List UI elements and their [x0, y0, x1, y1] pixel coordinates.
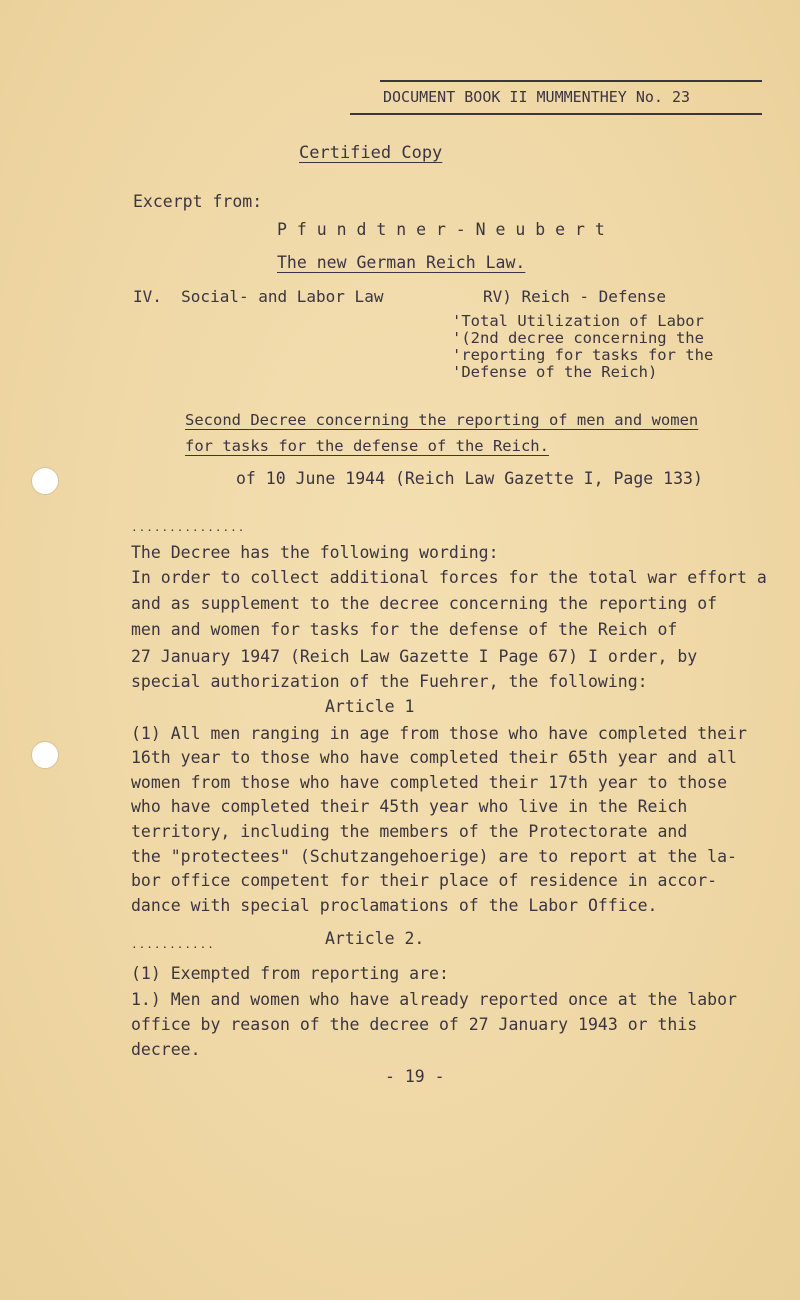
article-2-line-2: 1.) Men and women who have already reported once at the labor [131, 990, 737, 1009]
header-rule-bottom [350, 113, 762, 115]
article-1-line-7: bor office competent for their place of residence in accor- [131, 871, 718, 890]
article-1-line-2: 16th year to those who have completed their 65th year and all [131, 748, 737, 767]
separator-dots-2: ........... [131, 938, 215, 951]
body-line-2: In order to collect additional forces for the total war effort a [131, 568, 767, 587]
punch-hole-bottom [31, 741, 59, 769]
punch-hole-top [31, 467, 59, 495]
body-line-1: The Decree has the following wording: [131, 543, 499, 562]
article-1-heading: Article 1 [325, 697, 415, 716]
article-2-line-1: (1) Exempted from reporting are: [131, 964, 449, 983]
section-left: IV. Social- and Labor Law [133, 287, 384, 306]
article-1-line-6: the "protectees" (Schutzangehoerige) are to report at the la- [131, 847, 737, 866]
decree-title-line-1: Second Decree concerning the reporting of men and women [185, 411, 699, 429]
body-line-5: 27 January 1947 (Reich Law Gazette I Page 67) I order, by [131, 647, 698, 666]
book-title: The new German Reich Law. [277, 253, 526, 272]
section-note-3: 'reporting for tasks for the [452, 346, 714, 364]
article-2-heading: Article 2. [325, 929, 425, 948]
author-name: P f u n d t n e r - N e u b e r t [277, 220, 605, 239]
section-note-1: 'Total Utilization of Labor [452, 312, 704, 330]
body-line-4: men and women for tasks for the defense of the Reich of [131, 620, 678, 639]
article-1-line-8: dance with special proclamations of the Labor Office. [131, 896, 658, 915]
article-2-line-4: decree. [131, 1040, 201, 1059]
section-right: RV) Reich - Defense [483, 287, 667, 306]
separator-dots-1: ............... [131, 521, 246, 534]
article-2-line-3: office by reason of the decree of 27 January 1943 or this [131, 1015, 698, 1034]
page-number: - 19 - [385, 1067, 445, 1086]
decree-title-line-2: for tasks for the defense of the Reich. [185, 437, 549, 455]
section-note-4: 'Defense of the Reich) [452, 363, 658, 381]
section-note-2: '(2nd decree concerning the [452, 329, 704, 347]
article-1-line-4: who have completed their 45th year who live in the Reich [131, 797, 688, 816]
article-1-line-3: women from those who have completed their 17th year to those [131, 773, 728, 792]
page-title: Certified Copy [299, 143, 443, 163]
body-line-6: special authorization of the Fuehrer, the following: [131, 672, 648, 691]
article-1-line-1: (1) All men ranging in age from those who have completed their [131, 724, 747, 743]
excerpt-label: Excerpt from: [133, 192, 263, 211]
decree-date: of 10 June 1944 (Reich Law Gazette I, Page 133) [236, 469, 703, 488]
header-rule-top [380, 80, 762, 82]
article-1-line-5: territory, including the members of the Protectorate and [131, 822, 688, 841]
body-line-3: and as supplement to the decree concerning the reporting of [131, 594, 718, 613]
document-reference: DOCUMENT BOOK II MUMMENTHEY No. 23 [383, 88, 691, 106]
